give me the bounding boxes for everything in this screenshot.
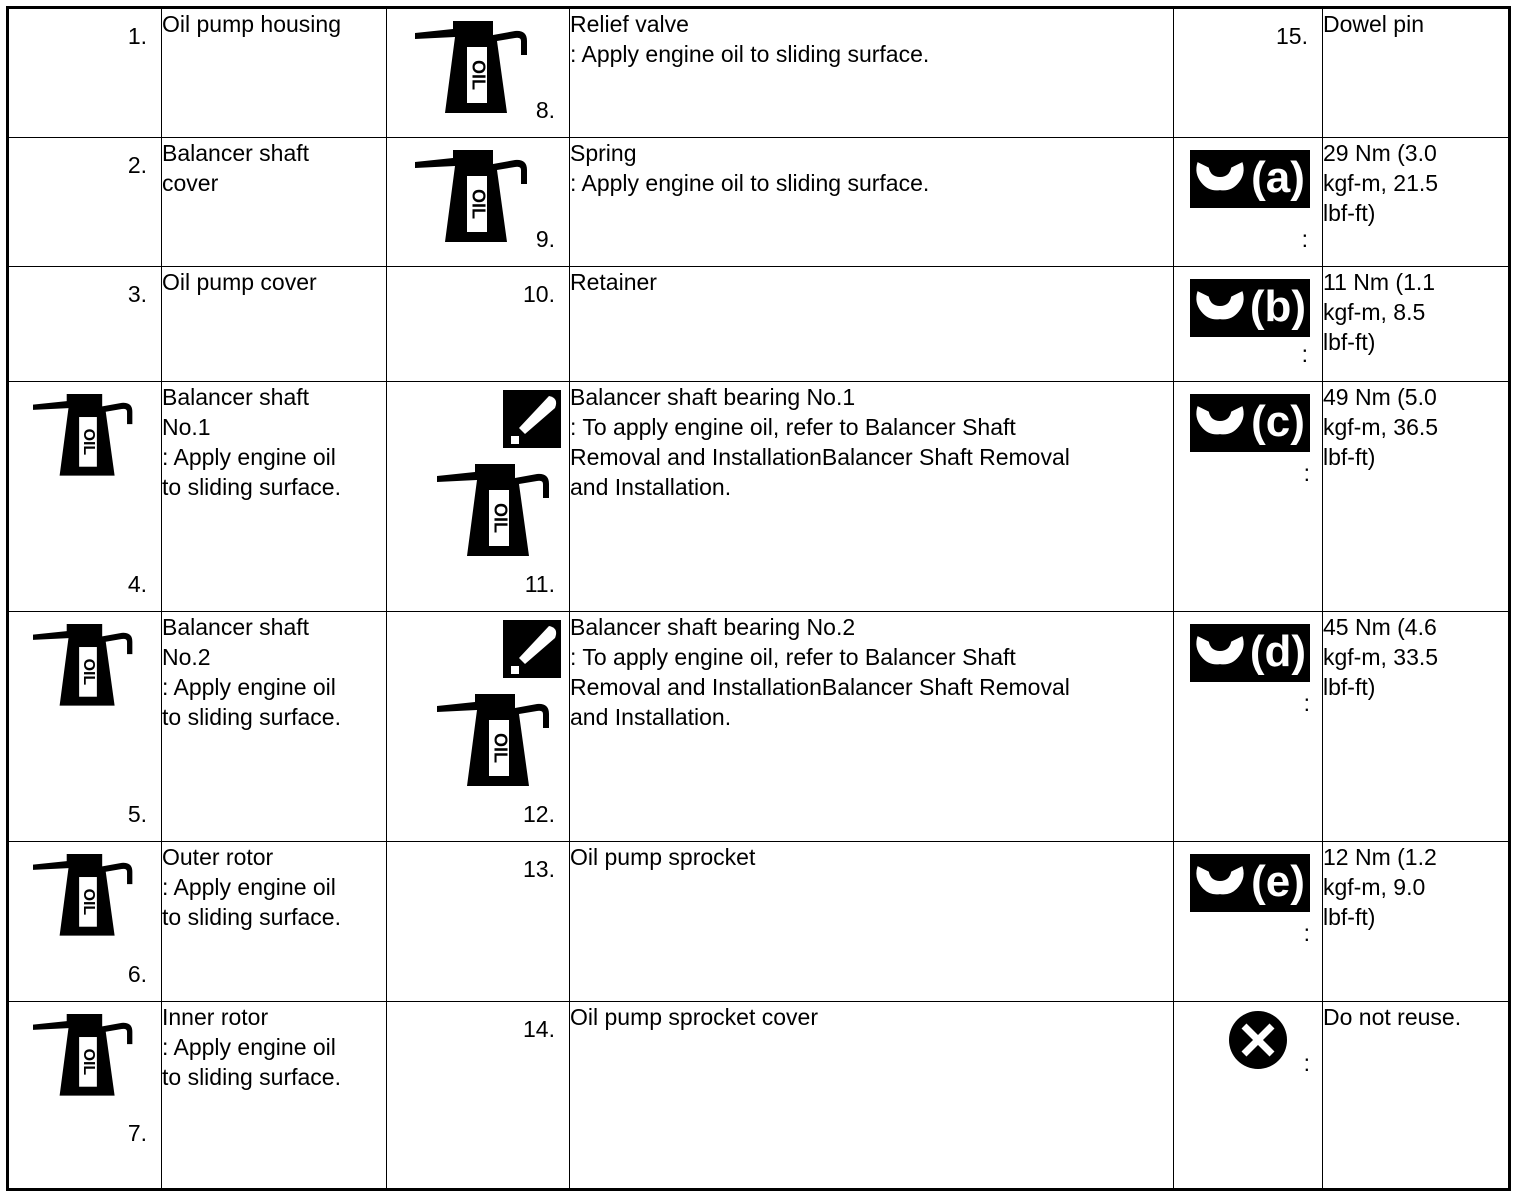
torque-wrench-c-icon bbox=[1190, 394, 1310, 452]
item-text: Inner rotor bbox=[162, 1004, 269, 1030]
number-cell bbox=[8, 8, 162, 138]
torque-wrench-b-icon bbox=[1190, 279, 1310, 337]
item-text: Oil pump housing bbox=[162, 11, 341, 37]
colon: : bbox=[1303, 1050, 1310, 1076]
item-note: : To apply engine oil, refer to Balancer Shaft bbox=[570, 644, 1016, 670]
item-text: Balancer shaft bbox=[162, 140, 310, 166]
colon: : bbox=[1301, 226, 1308, 252]
svg-text:(c): (c) bbox=[1251, 397, 1305, 446]
oil-can-icon bbox=[33, 620, 143, 706]
item-note: and Installation. bbox=[570, 704, 732, 730]
torque-wrench-d-icon bbox=[1190, 624, 1310, 682]
torque-value: lbf-ft) bbox=[1323, 200, 1376, 226]
item-note: : Apply engine oil to sliding surface. bbox=[570, 41, 930, 67]
item-number: 13. bbox=[523, 856, 555, 882]
number-cell bbox=[1174, 8, 1323, 138]
item-number: 14. bbox=[523, 1016, 555, 1042]
svg-text:(b): (b) bbox=[1249, 282, 1307, 331]
item-number: 3. bbox=[127, 281, 147, 307]
torque-wrench-a-icon bbox=[1190, 150, 1310, 208]
item-text: Balancer shaft bearing No.2 bbox=[570, 614, 856, 640]
description-cell bbox=[570, 8, 1174, 138]
item-note: to sliding surface. bbox=[162, 1064, 341, 1090]
description-cell bbox=[1323, 8, 1510, 138]
item-number: 2. bbox=[127, 152, 147, 178]
item-number: 7. bbox=[127, 1120, 147, 1146]
item-number: 15. bbox=[1276, 23, 1308, 49]
torque-value: lbf-ft) bbox=[1323, 674, 1376, 700]
item-text: Oil pump cover bbox=[162, 269, 317, 295]
caution-icon bbox=[503, 390, 561, 448]
table-row bbox=[8, 138, 1510, 267]
item-note: to sliding surface. bbox=[162, 704, 341, 730]
table-row bbox=[8, 382, 1510, 612]
item-text: Oil pump sprocket bbox=[570, 844, 756, 870]
torque-value: lbf-ft) bbox=[1323, 444, 1376, 470]
torque-value: kgf-m, 36.5 bbox=[1323, 414, 1439, 440]
oil-can-icon bbox=[33, 390, 143, 476]
item-note: : Apply engine oil bbox=[162, 444, 336, 470]
item-number: 4. bbox=[127, 571, 147, 597]
item-text: Do not reuse. bbox=[1323, 1004, 1462, 1030]
torque-value: 12 Nm (1.2 bbox=[1323, 844, 1437, 870]
item-number: 1. bbox=[127, 23, 147, 49]
colon: : bbox=[1301, 341, 1308, 367]
item-note: to sliding surface. bbox=[162, 904, 341, 930]
torque-value: lbf-ft) bbox=[1323, 904, 1376, 930]
oil-can-icon bbox=[33, 1010, 143, 1096]
item-text: Balancer shaft bbox=[162, 614, 310, 640]
item-text: Outer rotor bbox=[162, 844, 274, 870]
colon: : bbox=[1303, 920, 1310, 946]
item-number: 12. bbox=[523, 801, 555, 827]
item-note: : Apply engine oil bbox=[162, 1034, 336, 1060]
item-text: cover bbox=[162, 170, 219, 196]
oil-can-icon bbox=[437, 460, 561, 556]
table-row bbox=[8, 8, 1510, 138]
item-note: Removal and InstallationBalancer Shaft Removal bbox=[570, 444, 1070, 470]
torque-value: kgf-m, 9.0 bbox=[1323, 874, 1426, 900]
oil-can-icon bbox=[33, 850, 143, 936]
item-text: Dowel pin bbox=[1323, 11, 1424, 37]
item-note: Removal and InstallationBalancer Shaft Removal bbox=[570, 674, 1070, 700]
svg-text:(d): (d) bbox=[1249, 627, 1307, 676]
oil-can-icon bbox=[415, 17, 539, 113]
item-text: Balancer shaft bearing No.1 bbox=[570, 384, 856, 410]
oil-can-icon bbox=[437, 690, 561, 786]
torque-value: kgf-m, 21.5 bbox=[1323, 170, 1439, 196]
item-text: No.2 bbox=[162, 644, 211, 670]
components-legend-table bbox=[6, 6, 1511, 1191]
colon: : bbox=[1303, 460, 1310, 486]
colon: : bbox=[1303, 690, 1310, 716]
torque-value: 29 Nm (3.0 bbox=[1323, 140, 1437, 166]
table-row bbox=[8, 267, 1510, 382]
torque-value: kgf-m, 8.5 bbox=[1323, 299, 1426, 325]
item-note: : Apply engine oil bbox=[162, 874, 336, 900]
caution-icon bbox=[503, 620, 561, 678]
torque-wrench-e-icon bbox=[1190, 854, 1310, 912]
item-text: Spring bbox=[570, 140, 637, 166]
table-row bbox=[8, 612, 1510, 842]
item-text: Oil pump sprocket cover bbox=[570, 1004, 818, 1030]
item-number: 8. bbox=[535, 97, 555, 123]
svg-text:(e): (e) bbox=[1251, 857, 1305, 906]
item-note: : Apply engine oil to sliding surface. bbox=[570, 170, 930, 196]
item-text: Relief valve bbox=[570, 11, 689, 37]
description-cell bbox=[162, 8, 387, 138]
oil-can-icon bbox=[415, 146, 539, 242]
item-text: No.1 bbox=[162, 414, 211, 440]
item-number: 11. bbox=[524, 571, 555, 597]
svg-text:(a): (a) bbox=[1251, 153, 1305, 202]
item-number: 9. bbox=[535, 226, 555, 252]
table-row bbox=[8, 1002, 1510, 1190]
item-text: Balancer shaft bbox=[162, 384, 310, 410]
torque-value: lbf-ft) bbox=[1323, 329, 1376, 355]
item-note: : To apply engine oil, refer to Balancer Shaft bbox=[570, 414, 1016, 440]
item-number: 10. bbox=[523, 281, 555, 307]
item-number: 5. bbox=[127, 801, 147, 827]
item-note: to sliding surface. bbox=[162, 474, 341, 500]
torque-value: 11 Nm (1.1 bbox=[1323, 269, 1436, 295]
torque-value: 49 Nm (5.0 bbox=[1323, 384, 1437, 410]
item-number: 6. bbox=[127, 961, 147, 987]
table-row bbox=[8, 842, 1510, 1002]
torque-value: kgf-m, 33.5 bbox=[1323, 644, 1439, 670]
item-note: : Apply engine oil bbox=[162, 674, 336, 700]
do-not-reuse-icon bbox=[1228, 1010, 1288, 1070]
item-text: Retainer bbox=[570, 269, 657, 295]
torque-value: 45 Nm (4.6 bbox=[1323, 614, 1437, 640]
item-note: and Installation. bbox=[570, 474, 732, 500]
number-cell bbox=[387, 8, 570, 138]
